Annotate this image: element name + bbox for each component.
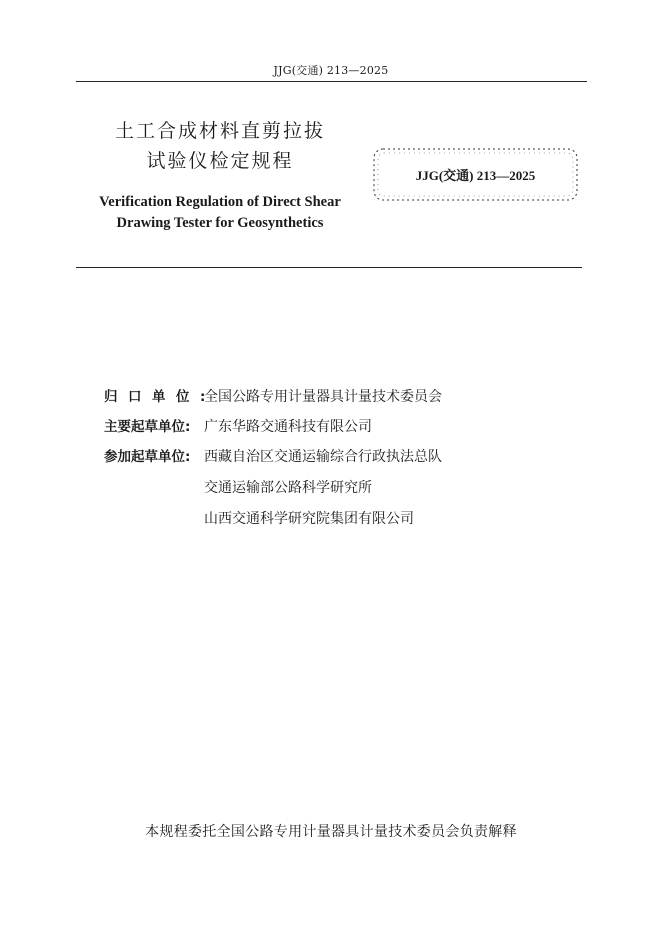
stamp-code-text: JJG(交通) 213—2025: [415, 168, 536, 183]
english-title-line-1: Verification Regulation of Direct Shear: [99, 194, 341, 210]
participating-unit-row: [104, 443, 544, 471]
chinese-title-line-2: 试验仪检定规程: [146, 150, 294, 172]
main-drafting-unit-row: [104, 413, 544, 441]
english-title: [70, 192, 370, 234]
participating-unit-2: 交通运输部公路科学研究所: [204, 480, 372, 496]
responsible-unit-row: [104, 383, 544, 411]
participating-unit-row-3: [104, 505, 544, 533]
chinese-title: [70, 116, 370, 176]
main-drafting-unit-label: 主要起草单位:: [104, 419, 191, 435]
interpretation-note: 本规程委托全国公路专用计量器具计量技术委员会负责解释: [145, 824, 517, 840]
chinese-title-line-1: 土工合成材料直剪拉拔: [114, 120, 325, 142]
responsible-unit-label: 归口单位:: [104, 389, 216, 405]
header-rule: [76, 81, 587, 82]
responsible-unit-value: 全国公路专用计量器具计量技术委员会: [204, 389, 442, 405]
participating-unit-row-2: [104, 474, 544, 502]
header-standard-code: JJG(交通) 213—2025: [273, 64, 389, 77]
main-drafting-unit-value: 广东华路交通科技有限公司: [204, 419, 372, 435]
participating-unit-3: 山西交通科学研究院集团有限公司: [204, 511, 414, 527]
english-title-line-2: Drawing Tester for Geosynthetics: [116, 215, 324, 231]
drafting-units: [104, 383, 544, 533]
title-rule: [76, 267, 582, 268]
participating-unit-label: 参加起草单位:: [104, 449, 191, 465]
standard-code-stamp: [371, 146, 580, 203]
participating-unit-1: 西藏自治区交通运输综合行政执法总队: [204, 449, 442, 465]
